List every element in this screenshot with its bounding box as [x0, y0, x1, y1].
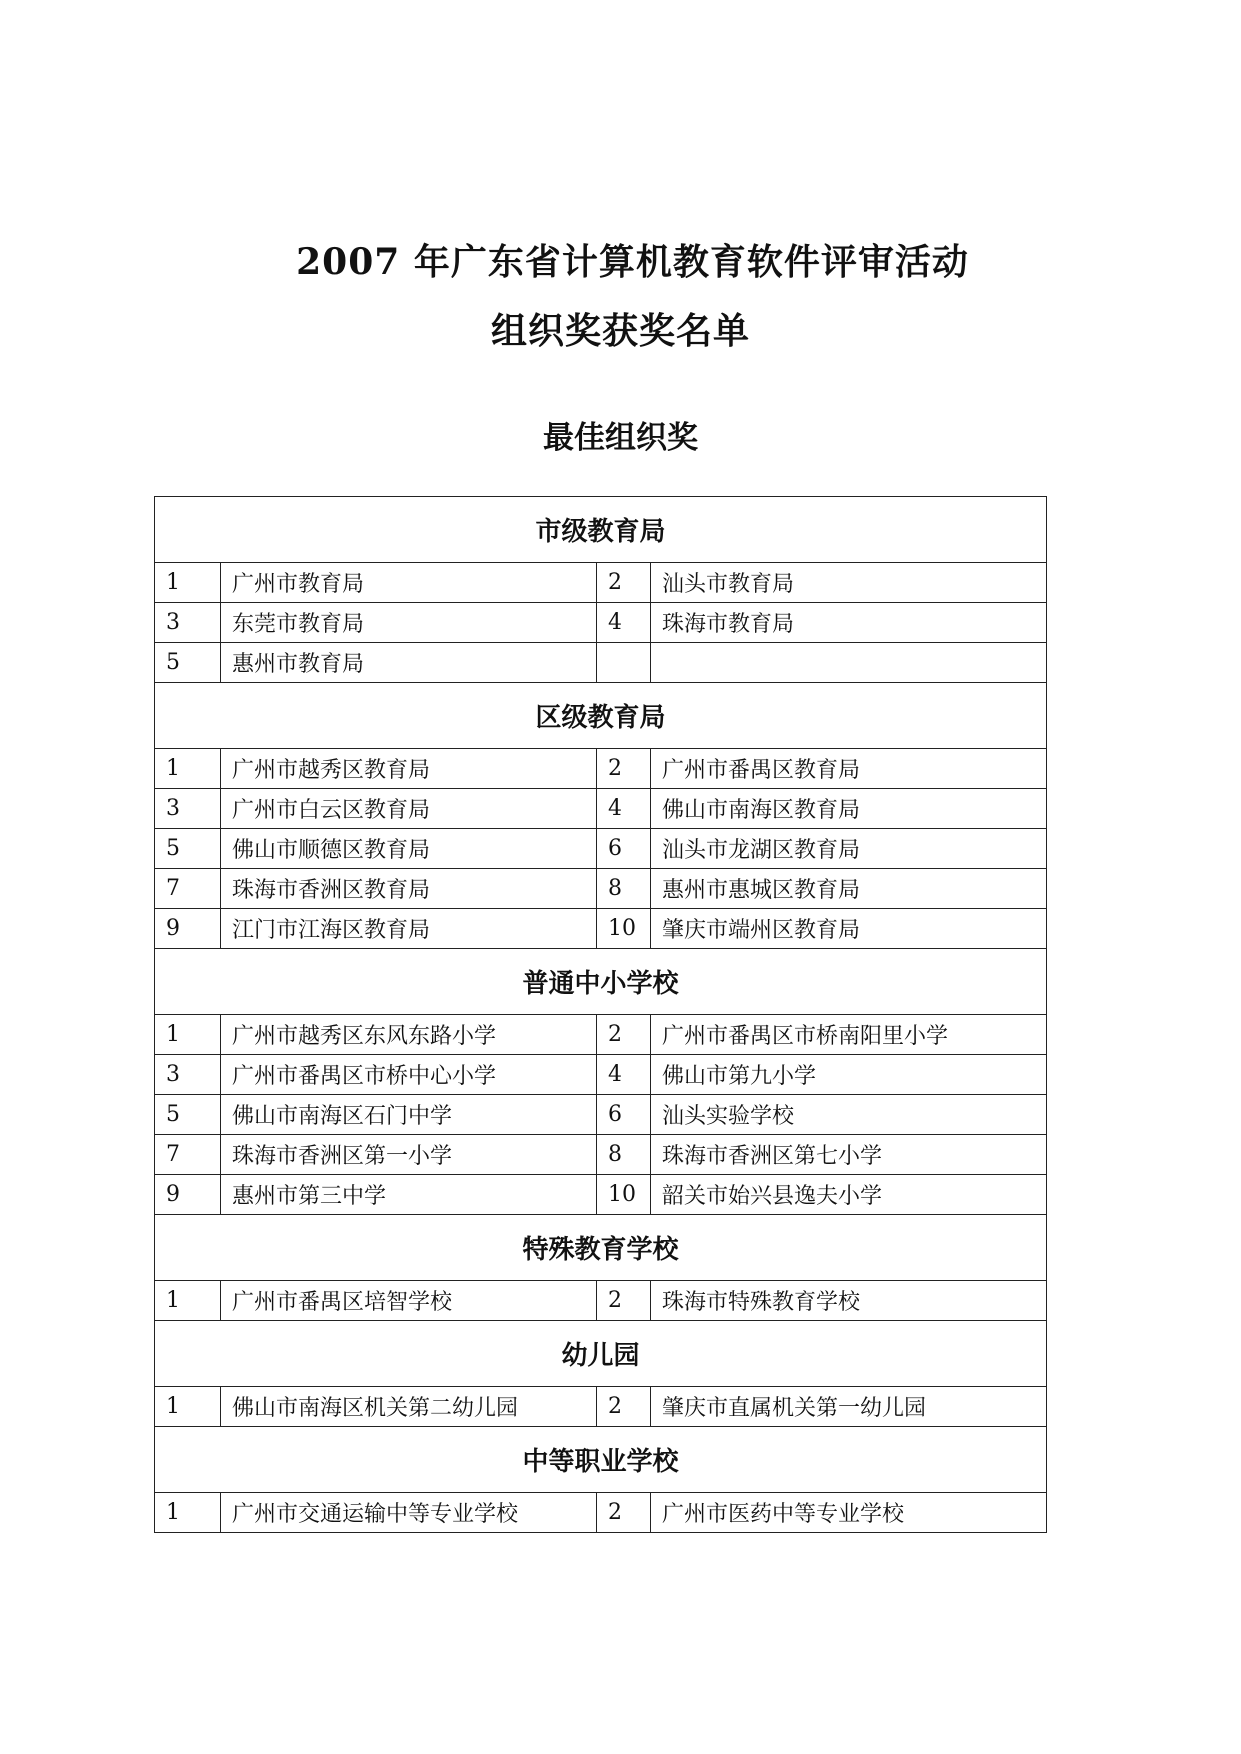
organization-cell: 汕头实验学校: [651, 1095, 1047, 1135]
table-row: [155, 1175, 1047, 1215]
section-header-row: [155, 497, 1047, 563]
rank-cell: [597, 643, 651, 683]
rank-cell: 10: [597, 1175, 651, 1215]
organization-cell: 汕头市龙湖区教育局: [651, 829, 1047, 869]
rank-cell: 5: [155, 1095, 221, 1135]
organization-cell: 广州市番禺区市桥中心小学: [221, 1055, 597, 1095]
organization-cell: [651, 643, 1047, 683]
organization-cell: 珠海市香洲区第一小学: [221, 1135, 597, 1175]
table-row: [155, 1493, 1047, 1533]
section-header-row: [155, 683, 1047, 749]
section-heading: 区级教育局: [155, 683, 1047, 749]
table-row: [155, 643, 1047, 683]
table-row: [155, 603, 1047, 643]
organization-cell: 佛山市南海区机关第二幼儿园: [221, 1387, 597, 1427]
rank-cell: 8: [597, 869, 651, 909]
rank-cell: 7: [155, 1135, 221, 1175]
rank-cell: 8: [597, 1135, 651, 1175]
rank-cell: 3: [155, 1055, 221, 1095]
rank-cell: 2: [597, 1281, 651, 1321]
organization-cell: 佛山市南海区石门中学: [221, 1095, 597, 1135]
rank-cell: 7: [155, 869, 221, 909]
table-row: [155, 1015, 1047, 1055]
rank-cell: 1: [155, 1015, 221, 1055]
rank-cell: 2: [597, 1493, 651, 1533]
section-heading: 普通中小学校: [155, 949, 1047, 1015]
rank-cell: 9: [155, 1175, 221, 1215]
organization-cell: 肇庆市直属机关第一幼儿园: [651, 1387, 1047, 1427]
organization-cell: 珠海市香洲区教育局: [221, 869, 597, 909]
rank-cell: 10: [597, 909, 651, 949]
table-row: [155, 1135, 1047, 1175]
organization-cell: 广州市交通运输中等专业学校: [221, 1493, 597, 1533]
section-heading: 幼儿园: [155, 1321, 1047, 1387]
rank-cell: 3: [155, 789, 221, 829]
table-row: [155, 749, 1047, 789]
organization-cell: 佛山市顺德区教育局: [221, 829, 597, 869]
organization-cell: 广州市番禺区市桥南阳里小学: [651, 1015, 1047, 1055]
rank-cell: 4: [597, 1055, 651, 1095]
document-title-line-1: 2007 年广东省计算机教育软件评审活动: [296, 241, 969, 283]
rank-cell: 6: [597, 829, 651, 869]
organization-cell: 广州市番禺区培智学校: [221, 1281, 597, 1321]
table-row: [155, 789, 1047, 829]
rank-cell: 2: [597, 1387, 651, 1427]
organization-cell: 惠州市教育局: [221, 643, 597, 683]
rank-cell: 2: [597, 1015, 651, 1055]
organization-cell: 广州市医药中等专业学校: [651, 1493, 1047, 1533]
section-header-row: [155, 1215, 1047, 1281]
organization-cell: 汕头市教育局: [651, 563, 1047, 603]
organization-cell: 广州市番禺区教育局: [651, 749, 1047, 789]
table-row: [155, 1055, 1047, 1095]
organization-cell: 江门市江海区教育局: [221, 909, 597, 949]
rank-cell: 4: [597, 603, 651, 643]
award-table-body: [155, 497, 1047, 1533]
rank-cell: 1: [155, 1387, 221, 1427]
table-row: [155, 1281, 1047, 1321]
organization-cell: 广州市教育局: [221, 563, 597, 603]
rank-cell: 1: [155, 563, 221, 603]
organization-cell: 珠海市特殊教育学校: [651, 1281, 1047, 1321]
organization-cell: 惠州市第三中学: [221, 1175, 597, 1215]
rank-cell: 1: [155, 1493, 221, 1533]
organization-cell: 广州市白云区教育局: [221, 789, 597, 829]
section-header-row: [155, 1427, 1047, 1493]
rank-cell: 2: [597, 563, 651, 603]
organization-cell: 广州市越秀区教育局: [221, 749, 597, 789]
organization-cell: 广州市越秀区东风东路小学: [221, 1015, 597, 1055]
organization-cell: 佛山市南海区教育局: [651, 789, 1047, 829]
rank-cell: 1: [155, 1281, 221, 1321]
table-row: [155, 909, 1047, 949]
section-header-row: [155, 1321, 1047, 1387]
rank-cell: 1: [155, 749, 221, 789]
table-row: [155, 1095, 1047, 1135]
rank-cell: 4: [597, 789, 651, 829]
section-heading: 中等职业学校: [155, 1427, 1047, 1493]
rank-cell: 9: [155, 909, 221, 949]
organization-cell: 佛山市第九小学: [651, 1055, 1047, 1095]
award-table: [154, 496, 1047, 1533]
rank-cell: 3: [155, 603, 221, 643]
section-heading: 特殊教育学校: [155, 1215, 1047, 1281]
rank-cell: 5: [155, 643, 221, 683]
organization-cell: 珠海市香洲区第七小学: [651, 1135, 1047, 1175]
table-row: [155, 563, 1047, 603]
section-heading: 市级教育局: [155, 497, 1047, 563]
organization-cell: 珠海市教育局: [651, 603, 1047, 643]
organization-cell: 韶关市始兴县逸夫小学: [651, 1175, 1047, 1215]
organization-cell: 惠州市惠城区教育局: [651, 869, 1047, 909]
rank-cell: 6: [597, 1095, 651, 1135]
section-header-row: [155, 949, 1047, 1015]
organization-cell: 东莞市教育局: [221, 603, 597, 643]
organization-cell: 肇庆市端州区教育局: [651, 909, 1047, 949]
document-title-line-2: 组织奖获奖名单: [490, 310, 750, 352]
award-category-title: 最佳组织奖: [543, 420, 698, 456]
table-row: [155, 869, 1047, 909]
table-row: [155, 829, 1047, 869]
rank-cell: 5: [155, 829, 221, 869]
rank-cell: 2: [597, 749, 651, 789]
table-row: [155, 1387, 1047, 1427]
